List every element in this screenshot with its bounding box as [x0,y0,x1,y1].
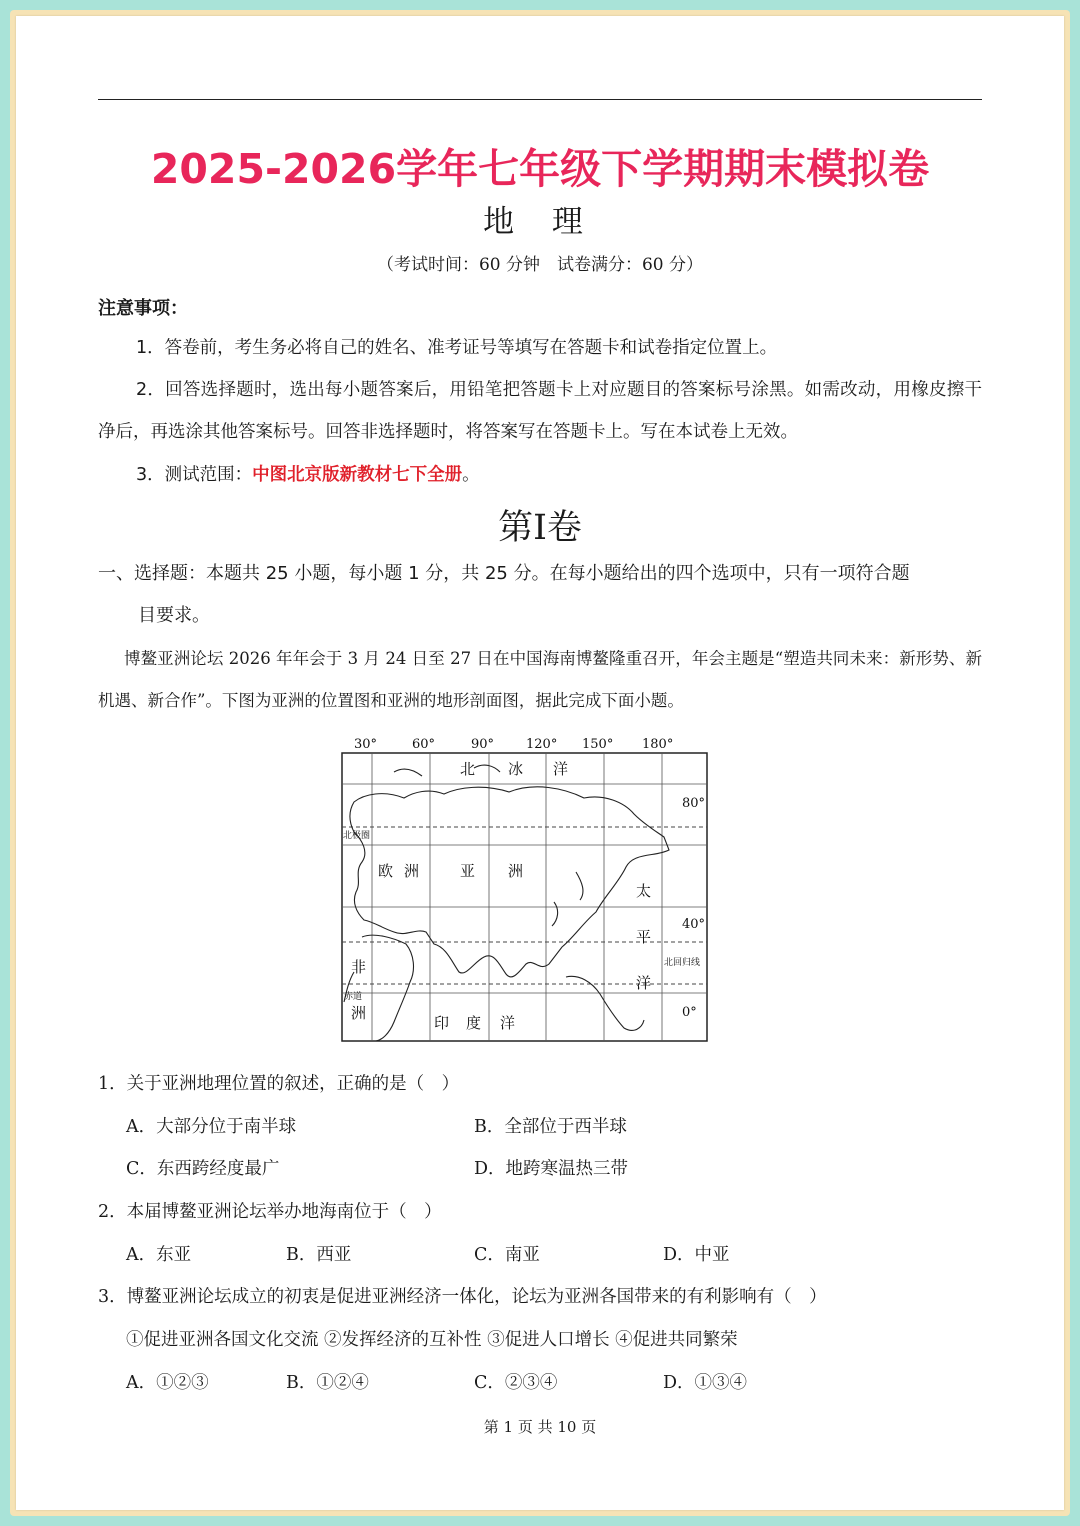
q1-option-b: B．全部位于西半球 [474,1117,627,1137]
pacific-char-1: 太 [636,882,652,900]
notice-title: 注意事项： [98,298,188,319]
map-grid [342,753,707,1041]
notice-item-2: 2．回答选择题时，选出每小题答案后，用铅笔把答题卡上对应题目的答案标号涂黑。如需改动，用橡皮擦干净后，再选涂其他答案标号。回答非选择题时，将答案写在答题卡上。写在本试卷上无效。 [98,380,982,442]
exam-page [16,16,1064,1510]
q2-option-b: B．西亚 [286,1245,352,1265]
map-border [342,753,707,1041]
page-footer: 第 1 页 共 10 页 [483,1418,597,1436]
arctic-circle-label: 北极圈 [343,831,371,841]
header-rule [98,99,982,100]
lon-label-60: 60° [412,737,436,752]
exam-title: 2025-2026学年七年级下学期期末模拟卷 [150,145,930,193]
question-1-stem: 1．关于亚洲地理位置的叙述，正确的是（ ） [98,1074,460,1094]
indian-ocean-char-2: 度 [466,1014,482,1032]
equator-label: 赤道 [344,992,363,1002]
notice-item-3 [98,454,982,496]
lat-label-0: 0° [682,1005,697,1020]
indian-ocean-char-3: 洋 [500,1014,516,1032]
indian-ocean-char-1: 印 [434,1014,450,1032]
lon-label-30: 30° [354,737,378,752]
q3-option-b: B．①②④ [286,1373,369,1393]
europe-char-1: 欧 [378,862,394,880]
q1-option-d: D．地跨寒温热三带 [474,1159,629,1179]
pacific-char-2: 平 [636,928,652,946]
notice-item-3-prefix: 3．测试范围： [136,465,253,485]
lon-label-90: 90° [471,737,495,752]
map-special-lines [342,827,707,984]
tropic-label: 北回归线 [664,958,701,968]
question-3-stem: 3．博鳌亚洲论坛成立的初衷是促进亚洲经济一体化，论坛为亚洲各国带来的有利影响有（ ） [98,1287,827,1307]
section-line-1: 一、选择题：本题共 25 小题，每小题 1 分，共 25 分。在每小题给出的四个选项中，只有一项符合题 [98,563,910,584]
pacific-char-3: 洋 [636,974,652,992]
arctic-ocean-char-2: 冰 [508,760,524,778]
lat-label-40: 40° [682,917,706,932]
volume-title: 第I卷 [498,508,582,548]
lon-label-120: 120° [526,737,558,752]
asia-char-1: 亚 [460,862,476,880]
arctic-ocean-char-1: 北 [460,760,476,778]
africa-char-1: 非 [351,958,367,976]
q3-statements: ①促进亚洲各国文化交流 ②发挥经济的互补性 ③促进人口增长 ④促进共同繁荣 [126,1330,738,1350]
notice-item-1: 1．答卷前，考生务必将自己的姓名、准考证号等填写在答题卡和试卷指定位置上。 [136,338,778,358]
q1-option-c: C．东西跨经度最广 [126,1159,280,1179]
q2-option-c: C．南亚 [474,1245,540,1265]
notice-item-3-suffix: 。 [462,465,480,485]
q3-option-c: C．②③④ [474,1373,558,1393]
subject-title: 地 理 [483,204,597,240]
q2-option-d: D．中亚 [663,1245,730,1265]
q3-option-a: A．①②③ [126,1373,209,1393]
asia-location-map [334,732,714,1044]
q1-option-a: A．大部分位于南半球 [126,1117,297,1137]
africa-char-2: 洲 [351,1004,367,1022]
lon-label-150: 150° [582,737,614,752]
test-scope: 中图北京版新教材七下全册 [252,465,463,485]
section-heading [98,553,982,637]
q3-option-d: D．①③④ [663,1373,748,1393]
europe-char-2: 洲 [404,862,420,880]
passage: 博鳌亚洲论坛 2026 年年会于 3 月 24 日至 27 日在中国海南博鳌隆重召开，年会主题是“塑造共同未来：新形势、新机遇、新合作”。下图为亚洲的位置图和亚洲的地形剖面图，据此完成下面小题。 [98,649,982,710]
exam-info: （考试时间：60 分钟 试卷满分：60 分） [376,255,704,275]
arctic-ocean-char-3: 洋 [553,760,569,778]
lat-label-80: 80° [682,796,706,811]
asia-char-2: 洲 [508,862,524,880]
question-2-stem: 2．本届博鳌亚洲论坛举办地海南位于（ ） [98,1202,442,1222]
q2-option-a: A．东亚 [126,1245,192,1265]
lon-label-180: 180° [642,737,674,752]
continent-outlines [344,765,669,1041]
section-line-2: 目要求。 [138,605,210,626]
